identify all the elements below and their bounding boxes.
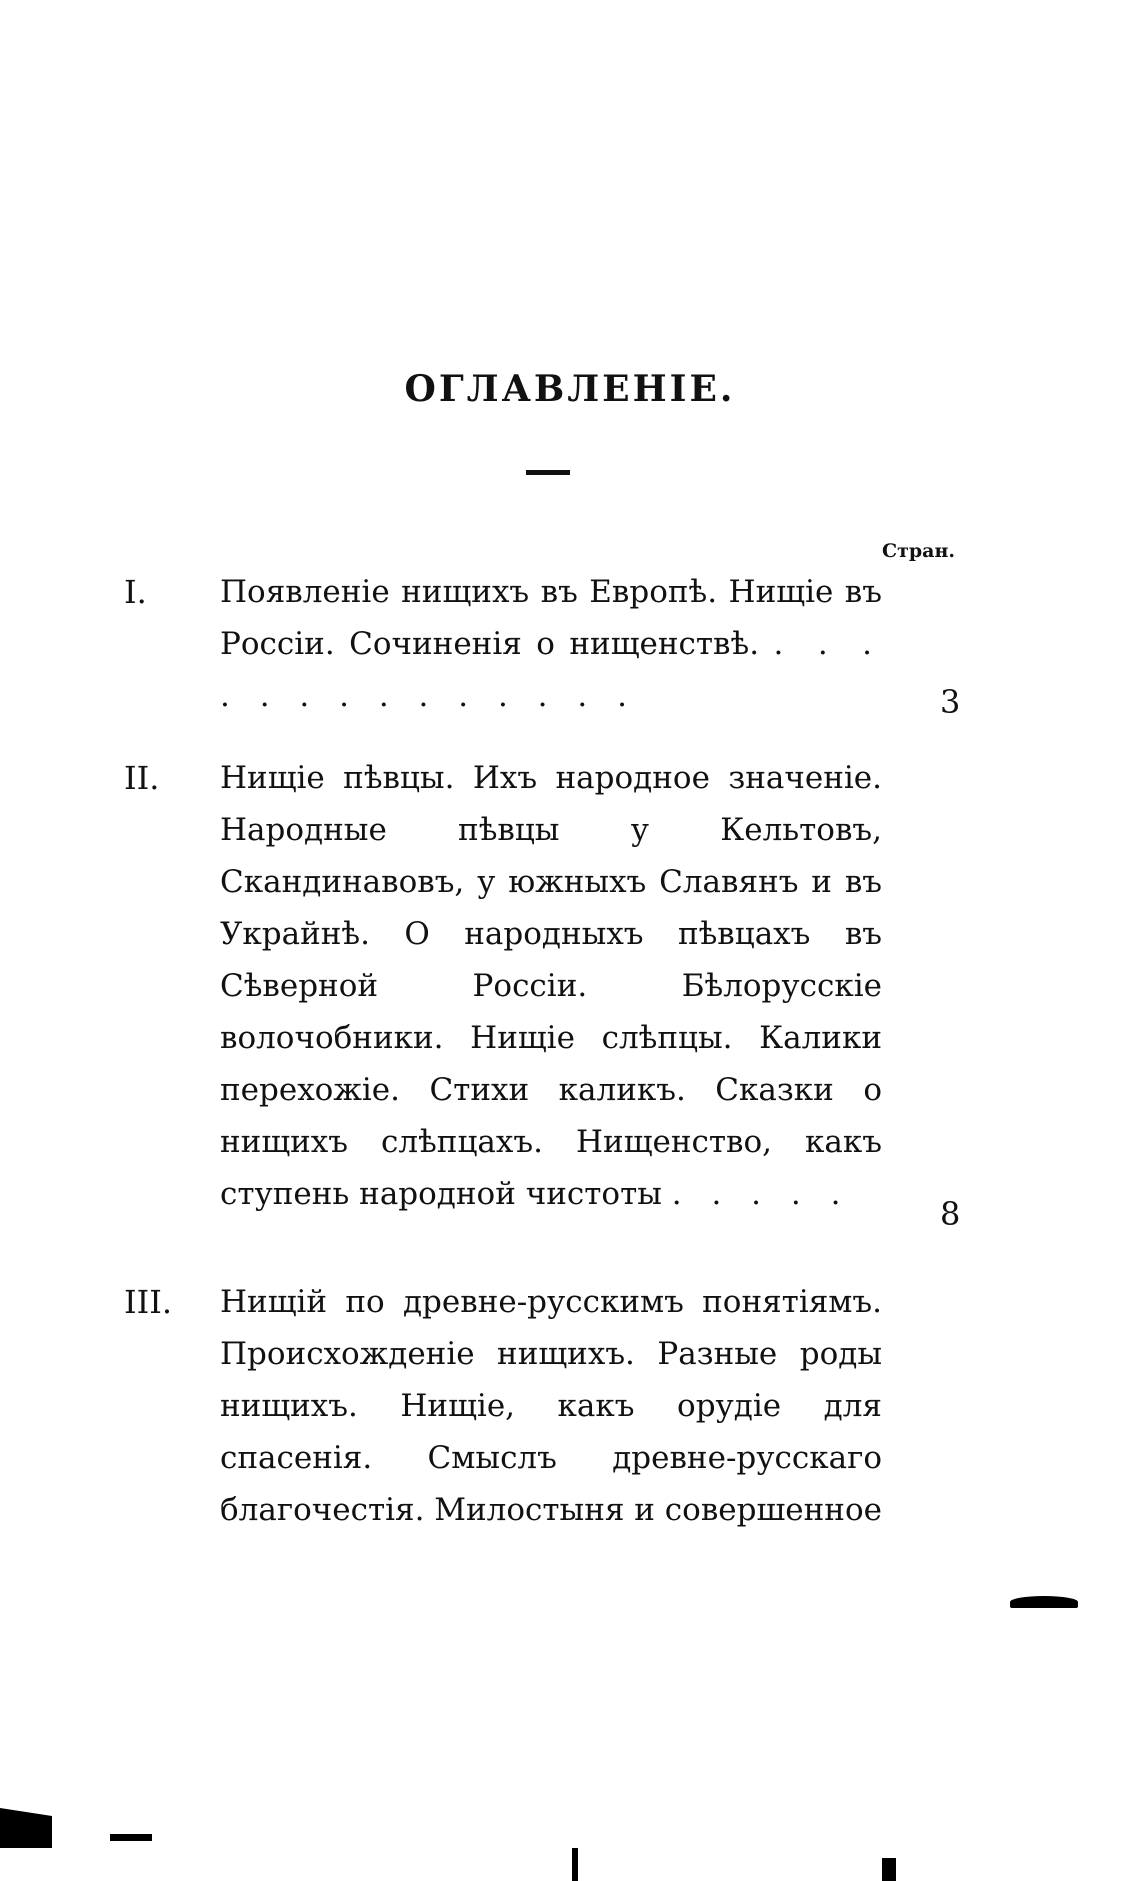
- entry-text: [220, 752, 882, 1220]
- dot-leader: . . . . .: [671, 1176, 851, 1212]
- page-column-label: Стран.: [882, 540, 956, 562]
- scan-smudge: [1010, 1596, 1078, 1608]
- entry-text: [220, 1276, 882, 1536]
- scan-block-mark: [882, 1858, 896, 1881]
- entry-text-content: Появленіе нищихъ въ Европѣ. Нищіе въ Россіи. Сочиненія о нищенствѣ.: [220, 574, 882, 662]
- entry-number: I.: [124, 573, 147, 611]
- title-rule: [526, 470, 570, 475]
- dot-leader: . . . . . . . . . . . . . .: [220, 626, 883, 714]
- entry-text-content: Нищіе пѣвцы. Ихъ народное значеніе. Народные пѣвцы у Кельтовъ, Скандинавовъ, у южныхъ Славянъ и въ Украйнѣ. О народныхъ пѣвцахъ въ Сѣверной Россіи. Бѣлорусскіе волочобники. Нищіе слѣпцы. Калики перехожіе. Стихи каликъ. Сказки о нищихъ слѣпцахъ. Нищенство, какъ ступень народной чистоты: [220, 760, 882, 1212]
- entry-page-number: 8: [940, 1195, 961, 1233]
- entry-page-number: 3: [940, 683, 961, 721]
- entry-number: II.: [124, 759, 160, 797]
- scan-dash-mark: [110, 1834, 152, 1841]
- scan-line-mark: [572, 1848, 578, 1881]
- entry-text-content: Нищій по древне-русскимъ понятіямъ. Происхожденіе нищихъ. Разные роды нищихъ. Нищіе, какъ орудіе для спасенія. Смыслъ древне-русскаго благочестія. Милостыня и совершенное: [220, 1284, 882, 1528]
- page-title: ОГЛАВЛЕНІЕ.: [404, 368, 736, 410]
- entry-text: [220, 566, 882, 722]
- entry-number: III.: [124, 1283, 173, 1321]
- scan-corner-mark: [0, 1808, 52, 1848]
